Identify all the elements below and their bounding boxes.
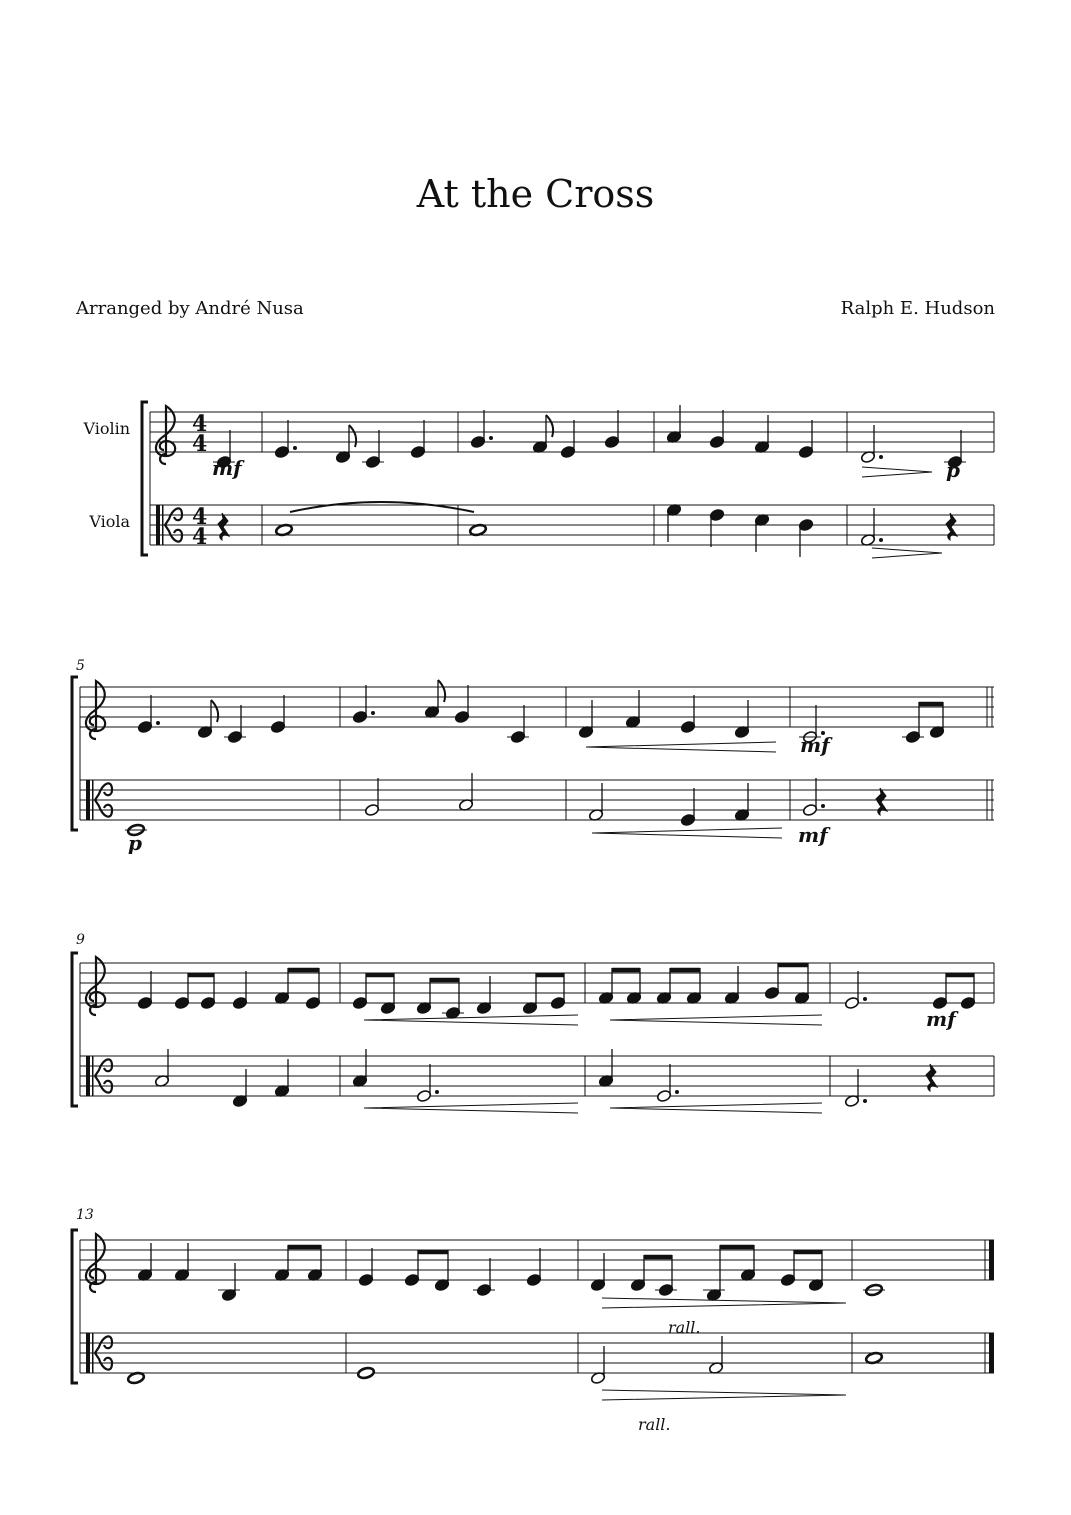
- dot: [863, 1099, 867, 1103]
- rall-marking: rall.: [638, 1415, 671, 1434]
- dot: [371, 711, 375, 715]
- alto-clef-bar-thin: [92, 1056, 94, 1096]
- composer-credit: Ralph E. Hudson: [840, 298, 995, 319]
- dot: [821, 804, 825, 808]
- measure-number: 5: [76, 658, 85, 674]
- tie: [290, 502, 474, 512]
- final-barline-thick: [989, 1240, 994, 1280]
- decrescendo-hairpin: [872, 548, 942, 558]
- arranger-credit: Arranged by André Nusa: [76, 298, 304, 319]
- crescendo-hairpin: [586, 742, 776, 752]
- flag: [211, 700, 218, 722]
- note-w: [357, 1366, 375, 1379]
- notehead: [357, 1366, 375, 1379]
- dynamic-p: p: [946, 458, 960, 482]
- dot: [156, 721, 160, 725]
- flag: [349, 425, 356, 447]
- time-signature-bottom: 4: [192, 524, 208, 550]
- crescendo-hairpin: [610, 1015, 822, 1025]
- dot: [675, 1090, 679, 1094]
- alto-clef-bar-thin: [92, 780, 94, 820]
- dot: [879, 538, 883, 542]
- crescendo-hairpin: [364, 1103, 578, 1113]
- decrescendo-hairpin: [602, 1390, 846, 1400]
- note-e: [424, 680, 445, 719]
- flag: [438, 680, 445, 702]
- system-bracket: [142, 402, 148, 555]
- crescendo-hairpin: [364, 1015, 578, 1025]
- treble-clef-shape: [156, 406, 175, 464]
- alto-clef-bar: [86, 1333, 90, 1373]
- decrescendo-hairpin: [862, 467, 932, 477]
- dynamic-p: p: [128, 831, 142, 855]
- treble-clef: [86, 1234, 105, 1292]
- alto-clef-bar: [86, 780, 90, 820]
- dot: [489, 436, 493, 440]
- score-title: At the Cross: [416, 172, 655, 216]
- note-e: [335, 425, 356, 464]
- treble-clef-shape: [86, 681, 105, 739]
- instrument-label-viola: Viola: [89, 512, 130, 531]
- instrument-label-violin: Violin: [83, 419, 130, 438]
- crescendo-hairpin: [610, 1103, 822, 1113]
- dot: [293, 446, 297, 450]
- alto-clef-bar: [86, 1056, 90, 1096]
- note-e: [197, 700, 218, 739]
- treble-clef-shape: [86, 957, 105, 1015]
- alto-clef-bar-thin: [162, 505, 164, 545]
- rall-marking: rall.: [668, 1318, 701, 1337]
- dynamic-mf: mf: [798, 823, 828, 847]
- dynamic-mf: mf: [800, 733, 830, 757]
- note-e: [532, 415, 553, 454]
- alto-clef-bar-thin: [92, 1333, 94, 1373]
- dynamic-mf: mf: [212, 456, 242, 480]
- treble-clef: [86, 681, 105, 739]
- dynamic-mf: mf: [926, 1007, 956, 1031]
- decrescendo-hairpin: [602, 1298, 846, 1308]
- alto-clef-bar: [156, 505, 160, 545]
- dot: [435, 1090, 439, 1094]
- dot: [863, 997, 867, 1001]
- time-signature-top: 4: [192, 411, 208, 437]
- time-signature-bottom: 4: [192, 431, 208, 457]
- system-bracket: [72, 953, 78, 1106]
- quarter-rest: [926, 1064, 937, 1091]
- quarter-rest: [218, 513, 229, 540]
- treble-clef: [156, 406, 175, 464]
- measure-number: 9: [76, 932, 85, 948]
- dot: [879, 455, 883, 459]
- quarter-rest: [876, 788, 887, 815]
- final-barline-thick: [989, 1333, 994, 1373]
- treble-clef-shape: [86, 1234, 105, 1292]
- measure-number: 13: [76, 1207, 94, 1223]
- time-signature-top: 4: [192, 504, 208, 530]
- system-bracket: [72, 1230, 78, 1383]
- quarter-rest: [946, 513, 957, 540]
- flag: [546, 415, 553, 437]
- crescendo-hairpin: [592, 828, 782, 838]
- system-bracket: [72, 677, 78, 830]
- treble-clef: [86, 957, 105, 1015]
